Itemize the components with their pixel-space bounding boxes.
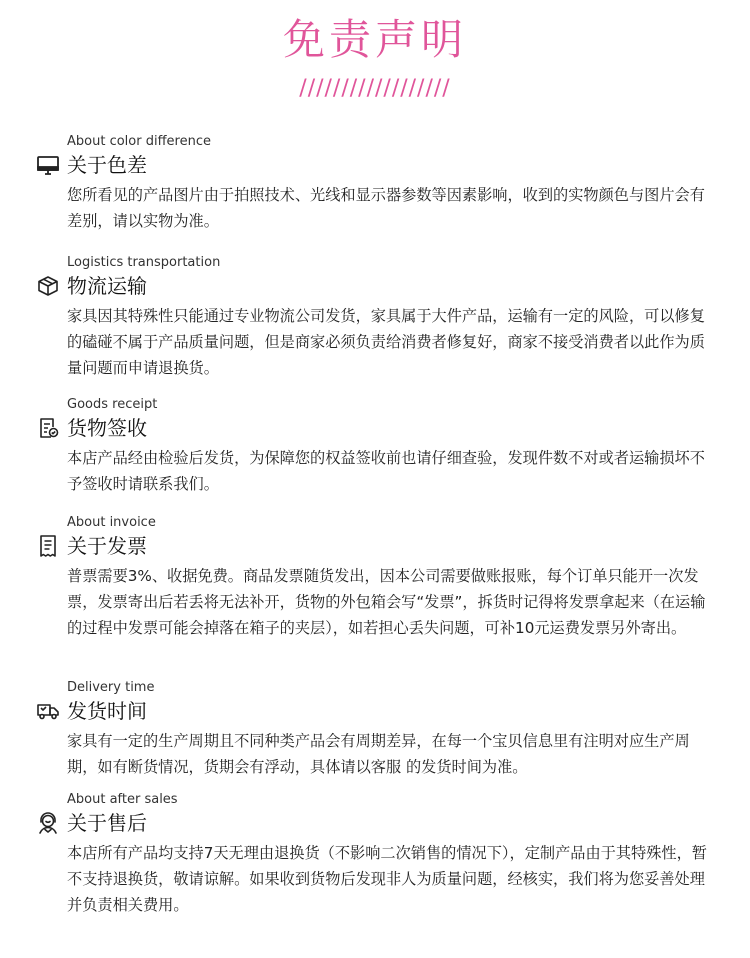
- section-title: 货物签收: [67, 416, 147, 440]
- section-title: 发货时间: [67, 699, 147, 723]
- section-text: 本店产品经由检验后发货，为保障您的权益签收前也请仔细查验，发现件数不对或者运输损坏不予签收时请联系我们。: [67, 449, 705, 493]
- package-box-icon: [36, 274, 60, 298]
- section-en-title: Logistics transportation: [67, 255, 221, 270]
- section-title: 关于发票: [67, 534, 147, 558]
- document-check-icon: [36, 416, 60, 440]
- customer-service-icon: [36, 811, 60, 835]
- section-en-title: About invoice: [67, 515, 156, 530]
- receipt-icon: [36, 534, 60, 558]
- section-en-title: About after sales: [67, 792, 178, 807]
- section-text: 您所看见的产品图片由于拍照技术、光线和显示器参数等因素影响，收到的实物颜色与图片会有差别，请以实物为准。: [67, 186, 705, 230]
- section-title: 关于色差: [67, 153, 147, 177]
- section-en-title: Delivery time: [67, 680, 155, 695]
- section-text: 家具有一定的生产周期且不同种类产品会有周期差异，在每一个宝贝信息里有注明对应生产周期，如有断货情况，货期会有浮动，具体请以客服 的发货时间为准。: [67, 732, 690, 776]
- section-en-title: About color difference: [67, 134, 211, 149]
- delivery-truck-icon: [36, 699, 60, 723]
- page-title: 免责声明: [282, 15, 467, 64]
- section-text: 家具因其特殊性只能通过专业物流公司发货，家具属于大件产品，运输有一定的风险，可以修复的磕碰不属于产品质量问题，但是商家必须负责给消费者修复好，商家不接受消费者以此作为质量问题而申请退换货。: [67, 307, 705, 377]
- section-title: 关于售后: [67, 811, 147, 835]
- section-en-title: Goods receipt: [67, 397, 158, 412]
- title-decoration: //////////////////: [299, 76, 451, 101]
- monitor-icon: [36, 153, 60, 177]
- section-title: 物流运输: [67, 274, 147, 298]
- section-text: 普票需要3%、收据免费。商品发票随货发出，因本公司需要做账报账，每个订单只能开一次发票，发票寄出后若丢将无法补开，货物的外包箱会写“发票”，拆货时记得将发票拿起来（在运输的过程中发票可能会掉落在箱子的夹层），如若担心丢失问题，可补10元运费发票另外寄出。: [67, 567, 706, 637]
- section-text: 本店所有产品均支持7天无理由退换货（不影响二次销售的情况下），定制产品由于其特殊性，暂不支持退换货，敬请谅解。如果收到货物后发现非人为质量问题，经核实，我们将为您妥善处理并负责相关费用。: [67, 844, 707, 914]
